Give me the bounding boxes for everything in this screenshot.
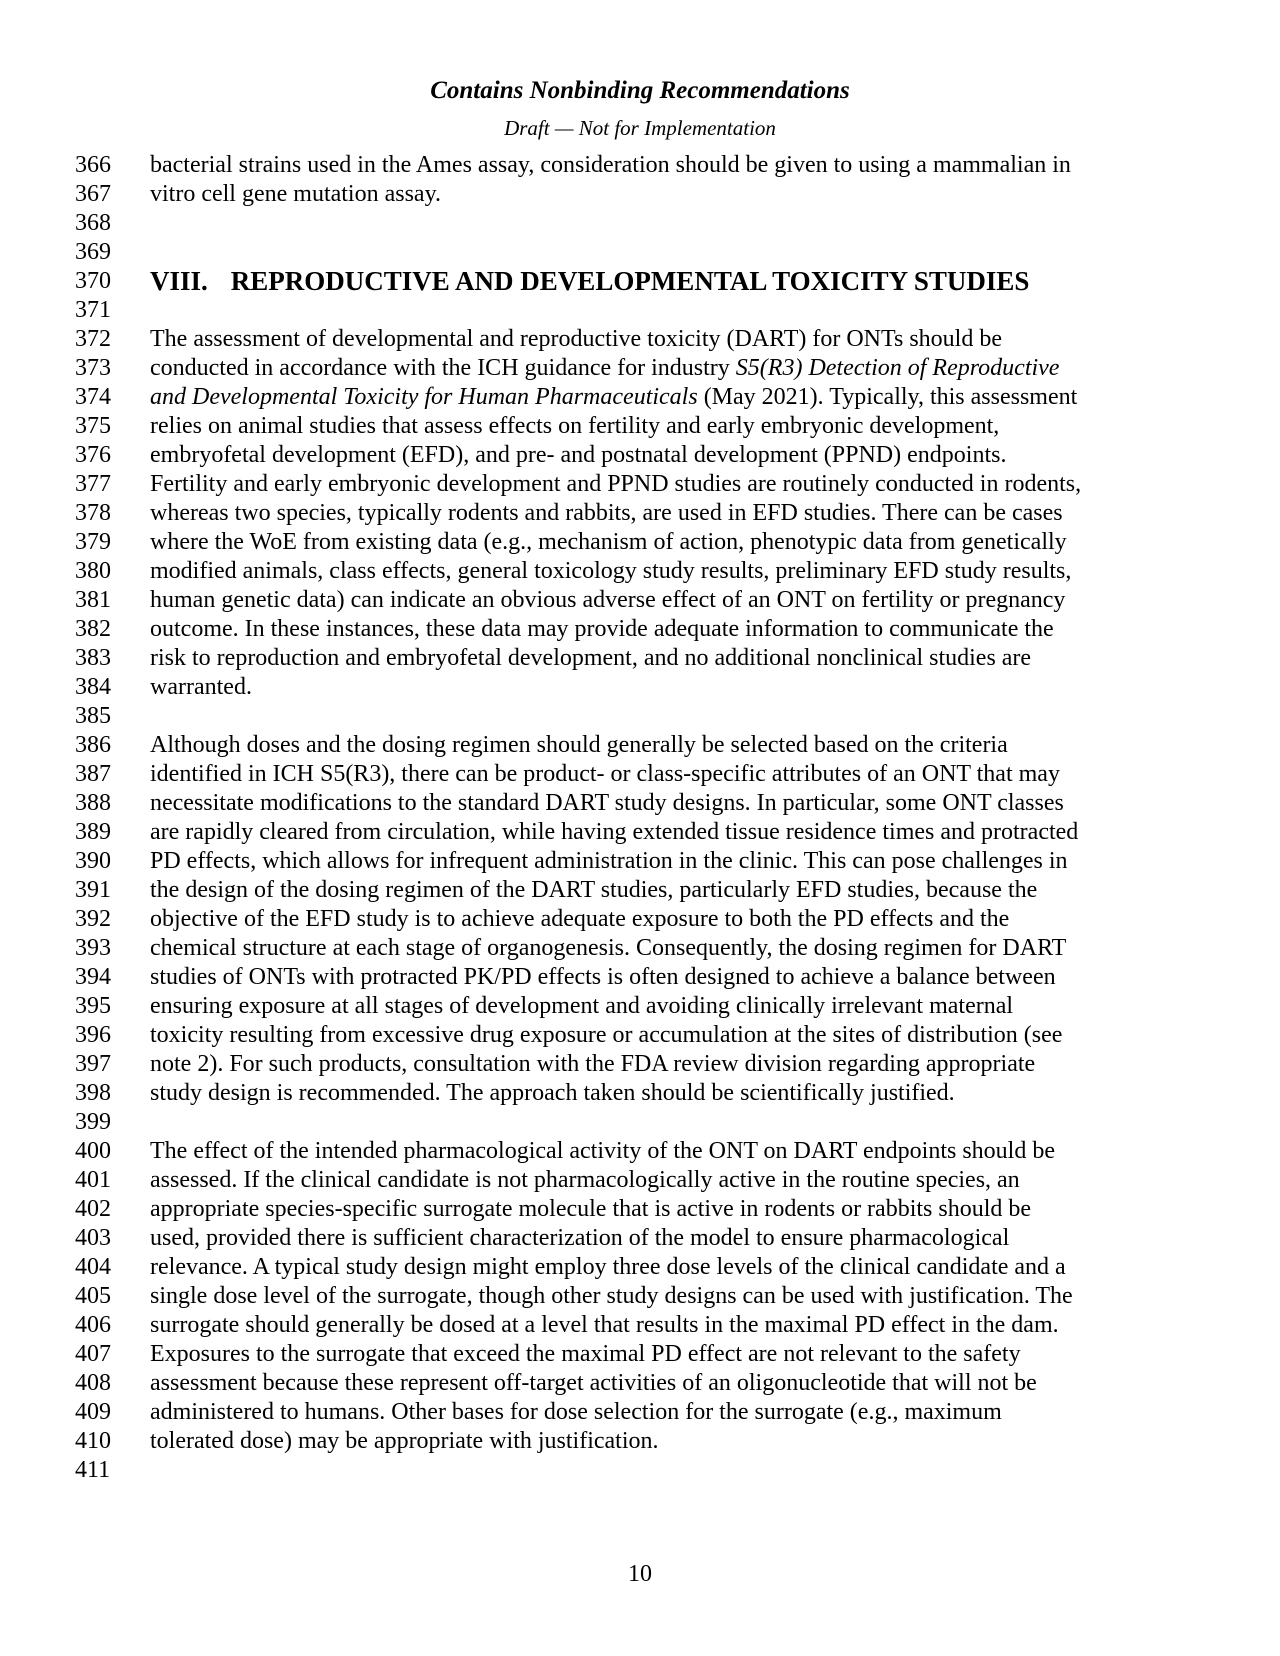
document-heading-line — [75, 267, 1205, 296]
text-segment: Although doses and the dosing regimen should generally be selected based on the criteria — [150, 732, 1008, 758]
document-line — [75, 1108, 1205, 1137]
document-line — [75, 412, 1205, 441]
document-line — [75, 1253, 1205, 1282]
line-text — [150, 557, 1205, 586]
text-segment: identified in ICH S5(R3), there can be product- or class-specific attributes of an ONT that may — [150, 761, 1060, 787]
text-segment: PD effects, which allows for infrequent administration in the clinic. This can pose challenges in — [150, 848, 1068, 874]
line-number: 385 — [75, 703, 111, 729]
line-text — [150, 1398, 1205, 1427]
text-segment: modified animals, class effects, general toxicology study results, preliminary EFD study results, — [150, 558, 1072, 584]
text-segment: surrogate should generally be dosed at a level that results in the maximal PD effect in the dam. — [150, 1312, 1059, 1338]
line-text — [150, 847, 1205, 876]
text-segment: objective of the EFD study is to achieve adequate exposure to both the PD effects and the — [150, 906, 1010, 932]
line-number: 403 — [75, 1225, 111, 1251]
line-text — [150, 1137, 1205, 1166]
text-segment: administered to humans. Other bases for dose selection for the surrogate (e.g., maximum — [150, 1399, 1002, 1425]
document-line — [75, 1137, 1205, 1166]
document-line — [75, 818, 1205, 847]
document-line — [75, 1021, 1205, 1050]
line-number: 390 — [75, 848, 111, 874]
document-body — [75, 151, 1205, 1485]
text-segment: S5(R3) Detection of Reproductive — [735, 355, 1060, 381]
line-text — [150, 1108, 1205, 1137]
line-number: 395 — [75, 993, 111, 1019]
document-line — [75, 1456, 1205, 1485]
document-line — [75, 1050, 1205, 1079]
document-line — [75, 992, 1205, 1021]
document-line — [75, 151, 1205, 180]
text-segment: whereas two species, typically rodents and rabbits, are used in EFD studies. There can be cases — [150, 500, 1063, 526]
line-number: 373 — [75, 355, 111, 381]
line-number: 379 — [75, 529, 111, 555]
line-number: 409 — [75, 1399, 111, 1425]
line-text — [150, 383, 1205, 412]
line-text — [150, 296, 1205, 325]
line-text — [150, 151, 1205, 180]
document-line — [75, 325, 1205, 354]
line-text — [150, 1340, 1205, 1369]
line-text — [150, 412, 1205, 441]
line-number: 383 — [75, 645, 111, 671]
line-text — [150, 180, 1205, 209]
text-segment: vitro cell gene mutation assay. — [150, 181, 442, 207]
line-text — [150, 325, 1205, 354]
line-number: 369 — [75, 239, 111, 265]
document-line — [75, 673, 1205, 702]
text-segment: note 2). For such products, consultation with the FDA review division regarding appropriate — [150, 1051, 1036, 1077]
line-number: 397 — [75, 1051, 111, 1077]
document-line — [75, 1224, 1205, 1253]
text-segment: bacterial strains used in the Ames assay, consideration should be given to using a mammalian in — [150, 152, 1071, 178]
document-line — [75, 528, 1205, 557]
text-segment: outcome. In these instances, these data may provide adequate information to communicate the — [150, 616, 1054, 642]
line-text — [150, 1021, 1205, 1050]
line-text — [150, 354, 1205, 383]
page-number: 10 — [628, 1561, 652, 1587]
document-line — [75, 1340, 1205, 1369]
text-segment: REPRODUCTIVE AND DEVELOPMENTAL TOXICITY STUDIES — [230, 266, 1030, 296]
line-text — [150, 1427, 1205, 1456]
line-number: 396 — [75, 1022, 111, 1048]
line-number: 368 — [75, 210, 111, 236]
line-text — [150, 441, 1205, 470]
text-segment: study design is recommended. The approach taken should be scientifically justified. — [150, 1080, 955, 1106]
line-text — [150, 615, 1205, 644]
text-segment: ensuring exposure at all stages of development and avoiding clinically irrelevant maternal — [150, 993, 1014, 1019]
line-text — [150, 1311, 1205, 1340]
document-line — [75, 354, 1205, 383]
text-segment: single dose level of the surrogate, though other study designs can be used with justification. The — [150, 1283, 1073, 1309]
line-text — [150, 731, 1205, 760]
document-line — [75, 731, 1205, 760]
line-number: 370 — [75, 268, 111, 294]
document-line — [75, 1427, 1205, 1456]
line-number: 374 — [75, 384, 111, 410]
document-line — [75, 905, 1205, 934]
line-text — [150, 876, 1205, 905]
text-segment: and Developmental Toxicity for Human Pharmaceuticals — [150, 384, 698, 410]
document-line — [75, 441, 1205, 470]
text-segment: assessed. If the clinical candidate is not pharmacologically active in the routine species, an — [150, 1167, 1020, 1193]
document-line — [75, 1311, 1205, 1340]
line-text — [150, 934, 1205, 963]
document-line — [75, 470, 1205, 499]
text-segment: studies of ONTs with protracted PK/PD effects is often designed to achieve a balance between — [150, 964, 1056, 990]
document-line — [75, 615, 1205, 644]
line-text — [150, 789, 1205, 818]
line-number: 378 — [75, 500, 111, 526]
line-number: 372 — [75, 326, 111, 352]
line-number: 377 — [75, 471, 111, 497]
line-number: 381 — [75, 587, 111, 613]
line-number: 411 — [75, 1457, 111, 1483]
text-segment: Exposures to the surrogate that exceed the maximal PD effect are not relevant to the safety — [150, 1341, 1021, 1367]
text-segment: relevance. A typical study design might employ three dose levels of the clinical candidate and a — [150, 1254, 1066, 1280]
line-text — [150, 644, 1205, 673]
text-segment: appropriate species-specific surrogate molecule that is active in rodents or rabbits should be — [150, 1196, 1032, 1222]
line-text — [150, 1195, 1205, 1224]
page-footer — [0, 1560, 1280, 1589]
line-text — [150, 238, 1205, 267]
line-text — [150, 586, 1205, 615]
text-segment: risk to reproduction and embryofetal development, and no additional nonclinical studies are — [150, 645, 1032, 671]
document-line — [75, 847, 1205, 876]
line-text — [150, 992, 1205, 1021]
line-number: 388 — [75, 790, 111, 816]
text-segment: The assessment of developmental and reproductive toxicity (DART) for ONTs should be — [150, 326, 1002, 352]
document-line — [75, 499, 1205, 528]
text-segment: where the WoE from existing data (e.g., mechanism of action, phenotypic data from genetically — [150, 529, 1067, 555]
document-line — [75, 760, 1205, 789]
text-segment: The effect of the intended pharmacological activity of the ONT on DART endpoints should be — [150, 1138, 1055, 1164]
line-text — [150, 818, 1205, 847]
line-text — [150, 673, 1205, 702]
line-number: 371 — [75, 297, 111, 323]
line-number: 407 — [75, 1341, 111, 1367]
document-line — [75, 1079, 1205, 1108]
page-header — [0, 76, 1280, 141]
document-line — [75, 934, 1205, 963]
line-number: 380 — [75, 558, 111, 584]
line-text — [150, 499, 1205, 528]
document-line — [75, 702, 1205, 731]
line-text — [150, 702, 1205, 731]
text-segment: are rapidly cleared from circulation, while having extended tissue residence times and protracted — [150, 819, 1079, 845]
line-number: 384 — [75, 674, 111, 700]
line-text — [150, 470, 1205, 499]
line-number: 394 — [75, 964, 111, 990]
line-number: 404 — [75, 1254, 111, 1280]
line-text — [150, 1224, 1205, 1253]
text-segment: chemical structure at each stage of organogenesis. Consequently, the dosing regimen for DART — [150, 935, 1067, 961]
document-line — [75, 383, 1205, 412]
document-line — [75, 1282, 1205, 1311]
text-segment: toxicity resulting from excessive drug exposure or accumulation at the sites of distribution (see — [150, 1022, 1063, 1048]
text-segment: embryofetal development (EFD), and pre- and postnatal development (PPND) endpoints. — [150, 442, 1007, 468]
line-number: 402 — [75, 1196, 111, 1222]
text-segment: the design of the dosing regimen of the DART studies, particularly EFD studies, because the — [150, 877, 1038, 903]
text-segment: relies on animal studies that assess effects on fertility and early embryonic development, — [150, 413, 1000, 439]
line-number: 382 — [75, 616, 111, 642]
text-segment: human genetic data) can indicate an obvious adverse effect of an ONT on fertility or pregnancy — [150, 587, 1066, 613]
line-number: 410 — [75, 1428, 111, 1454]
line-text — [150, 963, 1205, 992]
line-number: 393 — [75, 935, 111, 961]
text-segment: necessitate modifications to the standard DART study designs. In particular, some ONT classes — [150, 790, 1064, 816]
document-line — [75, 557, 1205, 586]
text-segment: VIII. — [150, 266, 208, 296]
line-number: 399 — [75, 1109, 111, 1135]
document-line — [75, 238, 1205, 267]
text-segment: Fertility and early embryonic development and PPND studies are routinely conducted in rodents, — [150, 471, 1082, 497]
document-line — [75, 644, 1205, 673]
line-text — [150, 1369, 1205, 1398]
line-number: 387 — [75, 761, 111, 787]
line-text — [150, 1079, 1205, 1108]
text-segment: used, provided there is sufficient characterization of the model to ensure pharmacological — [150, 1225, 1010, 1251]
header-title: Contains Nonbinding Recommendations — [430, 77, 850, 104]
document-line — [75, 1166, 1205, 1195]
text-segment: assessment because these represent off-target activities of an oligonucleotide that will not be — [150, 1370, 1037, 1396]
document-line — [75, 963, 1205, 992]
document-line — [75, 1369, 1205, 1398]
text-segment: conducted in accordance with the ICH guidance for industry — [150, 355, 736, 381]
line-text — [150, 1166, 1205, 1195]
line-number: 405 — [75, 1283, 111, 1309]
document-line — [75, 586, 1205, 615]
line-text — [150, 1253, 1205, 1282]
header-subtitle: Draft — Not for Implementation — [504, 116, 776, 140]
line-number: 376 — [75, 442, 111, 468]
line-number: 375 — [75, 413, 111, 439]
line-number: 391 — [75, 877, 111, 903]
line-text — [150, 760, 1205, 789]
document-line — [75, 1195, 1205, 1224]
line-number: 392 — [75, 906, 111, 932]
document-line — [75, 876, 1205, 905]
document-line — [75, 209, 1205, 238]
text-segment: tolerated dose) may be appropriate with justification. — [150, 1428, 659, 1454]
line-text — [150, 1050, 1205, 1079]
line-number: 367 — [75, 181, 111, 207]
document-line — [75, 180, 1205, 209]
line-text — [150, 1456, 1205, 1485]
line-text — [150, 1282, 1205, 1311]
text-segment: warranted. — [150, 674, 252, 700]
line-number: 398 — [75, 1080, 111, 1106]
line-number: 389 — [75, 819, 111, 845]
document-line — [75, 789, 1205, 818]
line-number: 408 — [75, 1370, 111, 1396]
line-text — [150, 267, 1205, 296]
document-line — [75, 296, 1205, 325]
line-text — [150, 905, 1205, 934]
line-number: 406 — [75, 1312, 111, 1338]
line-number: 386 — [75, 732, 111, 758]
line-number: 366 — [75, 152, 111, 178]
line-number: 401 — [75, 1167, 111, 1193]
line-text — [150, 528, 1205, 557]
document-line — [75, 1398, 1205, 1427]
line-number: 400 — [75, 1138, 111, 1164]
text-segment: (May 2021). Typically, this assessment — [697, 384, 1078, 410]
line-text — [150, 209, 1205, 238]
